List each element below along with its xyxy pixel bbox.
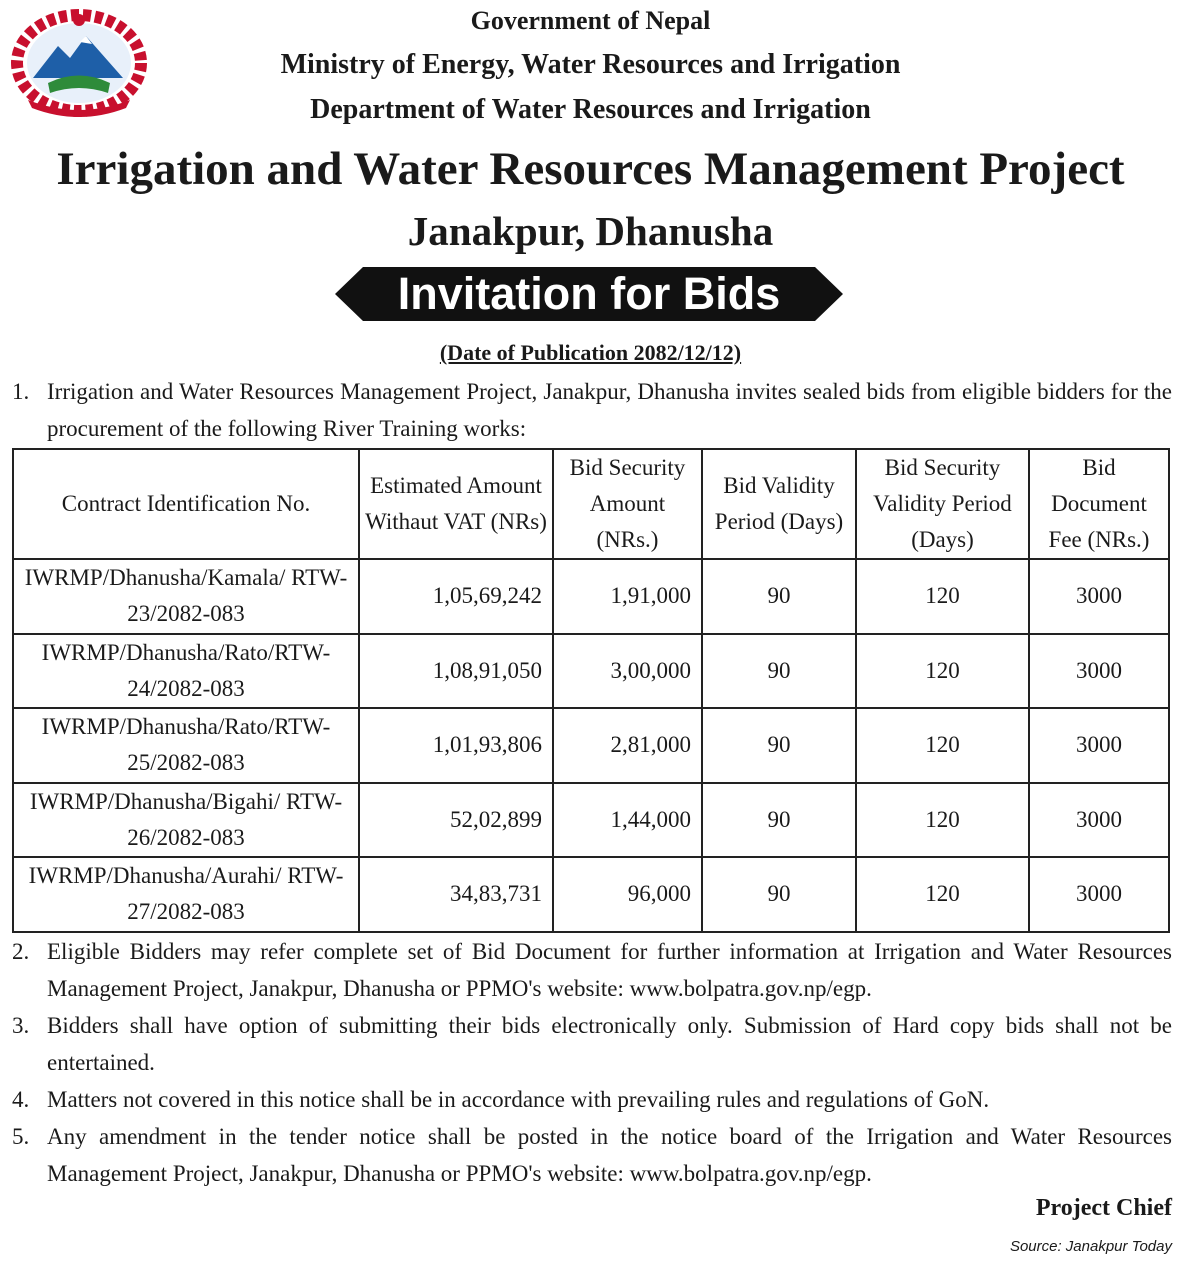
col-header: Bid Security Validity Period (Days) bbox=[856, 449, 1029, 559]
table-cell: 3000 bbox=[1029, 783, 1169, 858]
table-cell: IWRMP/Dhanusha/Aurahi/ RTW-27/2082-083 bbox=[13, 857, 359, 932]
notice-item bbox=[12, 1081, 1172, 1118]
table-cell: 96,000 bbox=[553, 857, 702, 932]
table-cell: 120 bbox=[856, 634, 1029, 709]
table-cell: 3000 bbox=[1029, 634, 1169, 709]
notice-item bbox=[12, 1007, 1172, 1081]
banner-text: Invitation for Bids bbox=[397, 268, 781, 319]
table-cell: 90 bbox=[702, 559, 856, 634]
item-number: 1. bbox=[12, 379, 30, 404]
table-cell: 1,05,69,242 bbox=[359, 559, 553, 634]
signature-project-chief: Project Chief bbox=[1035, 1195, 1172, 1221]
table-row bbox=[13, 783, 1169, 858]
table-cell: 2,81,000 bbox=[553, 708, 702, 783]
table-cell: 120 bbox=[856, 559, 1029, 634]
publication-date: (Date of Publication 2082/12/12) bbox=[439, 340, 742, 365]
table-cell: 3000 bbox=[1029, 708, 1169, 783]
source-credit: Source: Janakpur Today bbox=[1009, 1238, 1172, 1255]
table-cell: 120 bbox=[856, 708, 1029, 783]
table-cell: 120 bbox=[856, 783, 1029, 858]
invitation-banner bbox=[335, 267, 843, 321]
table-cell: 120 bbox=[856, 857, 1029, 932]
notice-item bbox=[12, 933, 1172, 1007]
table-cell: 1,08,91,050 bbox=[359, 634, 553, 709]
table-cell: 3000 bbox=[1029, 559, 1169, 634]
item-text: Irrigation and Water Resources Management Project, Janakpur, Dhanusha invites sealed bids from eligible bidders for the procurement of the following River Training works: bbox=[47, 379, 1172, 441]
table-cell: 90 bbox=[702, 708, 856, 783]
table-cell: 90 bbox=[702, 783, 856, 858]
government-title: Government of Nepal bbox=[470, 6, 711, 35]
table-cell: IWRMP/Dhanusha/Rato/RTW- 25/2082-083 bbox=[13, 708, 359, 783]
location-title: Janakpur, Dhanusha bbox=[407, 208, 774, 254]
table-cell: 3000 bbox=[1029, 857, 1169, 932]
table-cell: 34,83,731 bbox=[359, 857, 553, 932]
table-cell: 1,44,000 bbox=[553, 783, 702, 858]
table-cell: 90 bbox=[702, 857, 856, 932]
col-header: Estimated Amount Withaut VAT (NRs) bbox=[359, 449, 553, 559]
item-number: 4. bbox=[12, 1087, 30, 1112]
project-title: Irrigation and Water Resources Management Project bbox=[56, 143, 1125, 195]
col-header: Contract Identification No. bbox=[13, 449, 359, 559]
table-header-row bbox=[13, 449, 1169, 559]
item-text: Any amendment in the tender notice shall be posted in the notice board of the Irrigation and Water Resources Management Project, Janakpur, Dhanusha or PPMO's website: www.bolpatra.gov.np/egp. bbox=[47, 1124, 1172, 1186]
item-text: Eligible Bidders may refer complete set of Bid Document for further information at Irrigation and Water Resources Management Project, Janakpur, Dhanusha or PPMO's website: www.bolpatra.gov.np/egp. bbox=[47, 939, 1172, 1001]
bid-table bbox=[12, 448, 1170, 933]
item-text: Bidders shall have option of submitting their bids electronically only. Submission of Hard copy bids shall not be entertained. bbox=[47, 1013, 1172, 1075]
table-cell: 3,00,000 bbox=[553, 634, 702, 709]
item-text: Matters not covered in this notice shall be in accordance with prevailing rules and regulations of GoN. bbox=[47, 1087, 990, 1112]
table-cell: 1,01,93,806 bbox=[359, 708, 553, 783]
table-row bbox=[13, 634, 1169, 709]
table-row bbox=[13, 559, 1169, 634]
table-cell: IWRMP/Dhanusha/Kamala/ RTW-23/2082-083 bbox=[13, 559, 359, 634]
table-cell: IWRMP/Dhanusha/Rato/RTW- 24/2082-083 bbox=[13, 634, 359, 709]
notice-item bbox=[12, 373, 1172, 447]
table-cell: 1,91,000 bbox=[553, 559, 702, 634]
department-title: Department of Water Resources and Irrigation bbox=[310, 94, 871, 125]
item-number: 5. bbox=[12, 1124, 30, 1149]
table-cell: IWRMP/Dhanusha/Bigahi/ RTW-26/2082-083 bbox=[13, 783, 359, 858]
item-number: 3. bbox=[12, 1013, 30, 1038]
table-cell: 90 bbox=[702, 634, 856, 709]
col-header: Bid Document Fee (NRs.) bbox=[1029, 449, 1169, 559]
item-number: 2. bbox=[12, 939, 30, 964]
ministry-title: Ministry of Energy, Water Resources and Irrigation bbox=[280, 49, 901, 80]
table-row bbox=[13, 708, 1169, 783]
notice-item bbox=[12, 1118, 1172, 1192]
col-header: Bid Validity Period (Days) bbox=[702, 449, 856, 559]
table-cell: 52,02,899 bbox=[359, 783, 553, 858]
col-header: Bid Security Amount (NRs.) bbox=[553, 449, 702, 559]
table-row bbox=[13, 857, 1169, 932]
